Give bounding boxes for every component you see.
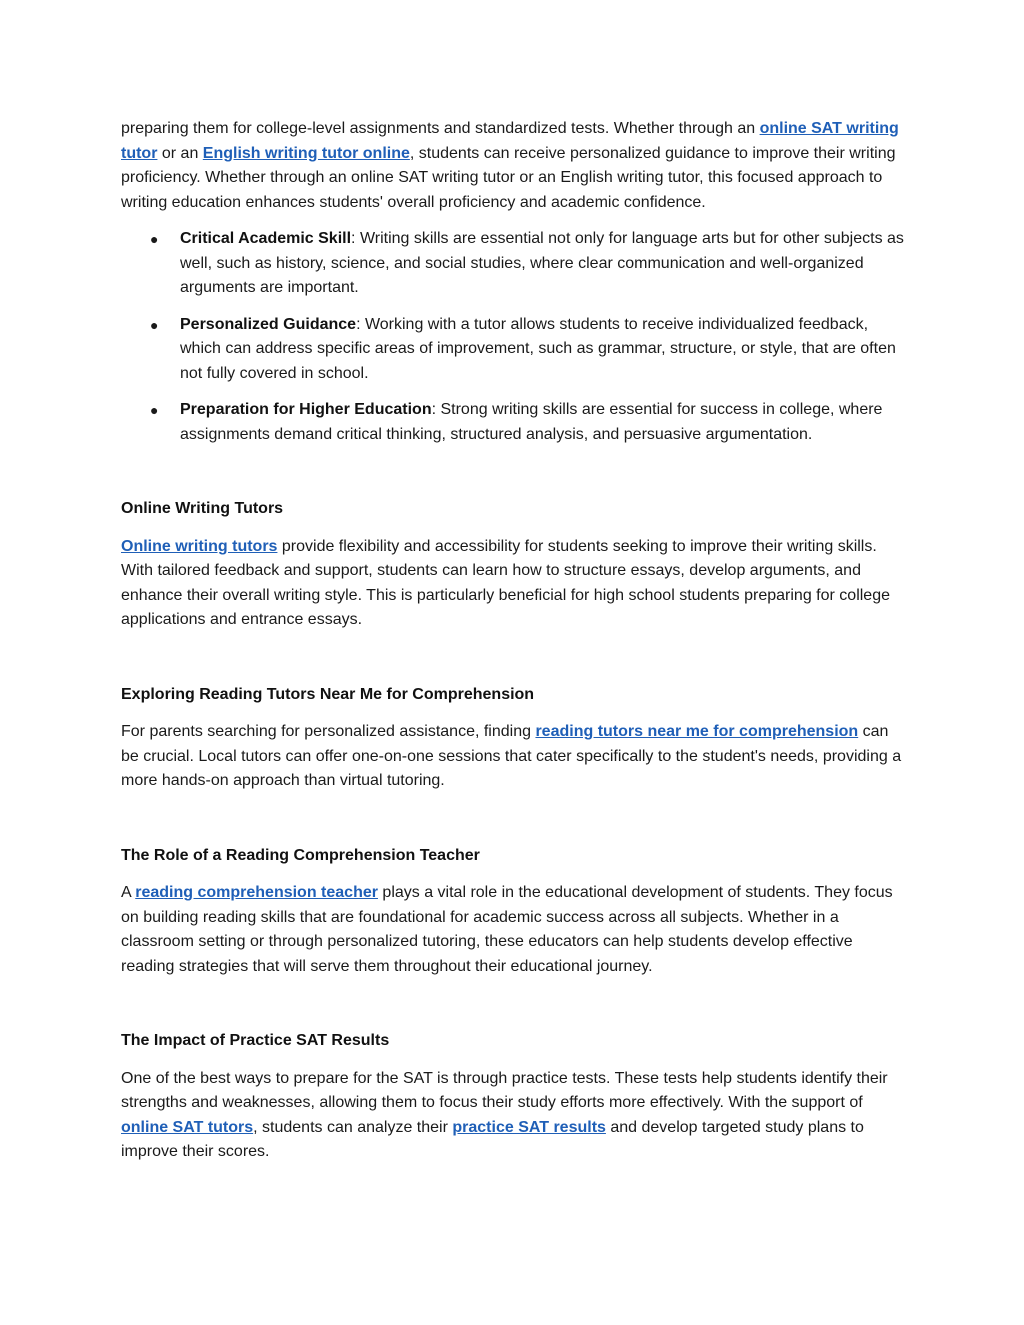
intro-paragraph	[121, 117, 906, 215]
online-writing-tutors-link[interactable]: Online writing tutors	[121, 537, 278, 555]
intro-text-2: or an	[157, 144, 203, 162]
reading-tutors-text-2: can be crucial. Local tutors can offer one-on-one sessions that cater specifically to the student's needs, providing a more hands-on approach than virtual tutoring.	[121, 723, 902, 789]
practice-sat-results-link[interactable]: practice SAT results	[452, 1118, 606, 1136]
reading-teacher-heading: The Role of a Reading Comprehension Teacher	[121, 846, 480, 864]
online-writing-tutors-heading: Online Writing Tutors	[121, 500, 284, 517]
reading-tutors-heading: Exploring Reading Tutors Near Me for Comprehension	[121, 685, 535, 703]
bullet-text: : Strong writing skills are essential for success in college, where assignments demand critical thinking, structured analysis, and persuasive argumentation.	[180, 401, 883, 443]
sat-results-text-3: and develop targeted study plans to improve their scores.	[121, 1118, 864, 1160]
bullet-icon: ●	[150, 316, 159, 333]
reading-tutors-near-me-link[interactable]: reading tutors near me for comprehension	[535, 723, 859, 740]
bullet-text: : Working with a tutor allows students to receive individualized feedback, which can address specific areas of improvement, such as grammar, structure, or style, that are often not fully covered in school.	[180, 315, 896, 382]
reading-teacher-text-1: A	[121, 884, 136, 901]
online-sat-tutors-link[interactable]: online SAT tutors	[121, 1118, 254, 1136]
reading-teacher-paragraph	[121, 881, 906, 979]
reading-tutors-paragraph	[121, 720, 906, 794]
sat-results-text-2: , students can analyze their	[253, 1118, 453, 1136]
benefits-list	[121, 227, 906, 447]
bullet-icon: ●	[150, 231, 159, 247]
english-writing-tutor-online-link[interactable]: English writing tutor online	[202, 144, 410, 162]
sat-results-heading: The Impact of Practice SAT Results	[121, 1032, 390, 1049]
reading-teacher-text-2: plays a vital role in the educational development of students. They focus on building reading skills that are foundational for academic success across all subjects. Whether in a classroom setting or through personalized tutoring, these educators can help students develop effective reading strategies that will serve them throughout their educational journey.	[121, 884, 893, 975]
list-item	[121, 398, 906, 447]
bullet-term: Critical Academic Skill	[180, 230, 352, 247]
bullet-term: Personalized Guidance	[180, 315, 357, 333]
reading-comprehension-teacher-link[interactable]: reading comprehension teacher	[135, 884, 378, 901]
online-sat-writing-tutor-link[interactable]: online SAT writing tutor	[121, 120, 899, 162]
intro-text-1: preparing them for college-level assignments and standardized tests. Whether through an	[121, 120, 760, 137]
intro-text-3: , students can receive personalized guidance to improve their writing proficiency. Whether through an online SAT writing tutor or an English writing tutor, this focused approach to writing education enhances students' overall proficiency and academic confidence.	[121, 144, 896, 211]
bullet-text: : Writing skills are essential not only for language arts but for other subjects as well, such as history, science, and social studies, where clear communication and well-organized arguments are important.	[180, 230, 904, 296]
list-item	[121, 227, 906, 301]
document-page	[121, 117, 906, 1177]
online-writing-tutors-paragraph	[121, 535, 906, 633]
reading-tutors-text-1: For parents searching for personalized assistance, finding	[121, 723, 536, 740]
list-item	[121, 313, 906, 387]
bullet-term: Preparation for Higher Education	[180, 401, 432, 418]
sat-results-text-1: One of the best ways to prepare for the SAT is through practice tests. These tests help students identify their strengths and weaknesses, allowing them to focus their study efforts more effectively. With the support of	[121, 1069, 888, 1111]
online-writing-tutors-text: provide flexibility and accessibility for students seeking to improve their writing skills. With tailored feedback and support, students can learn how to structure essays, develop arguments, and enhance their overall writing style. This is particularly beneficial for high school students preparing for college applications and entrance essays.	[121, 537, 890, 628]
sat-results-paragraph	[121, 1067, 906, 1165]
bullet-icon: ●	[150, 402, 159, 418]
